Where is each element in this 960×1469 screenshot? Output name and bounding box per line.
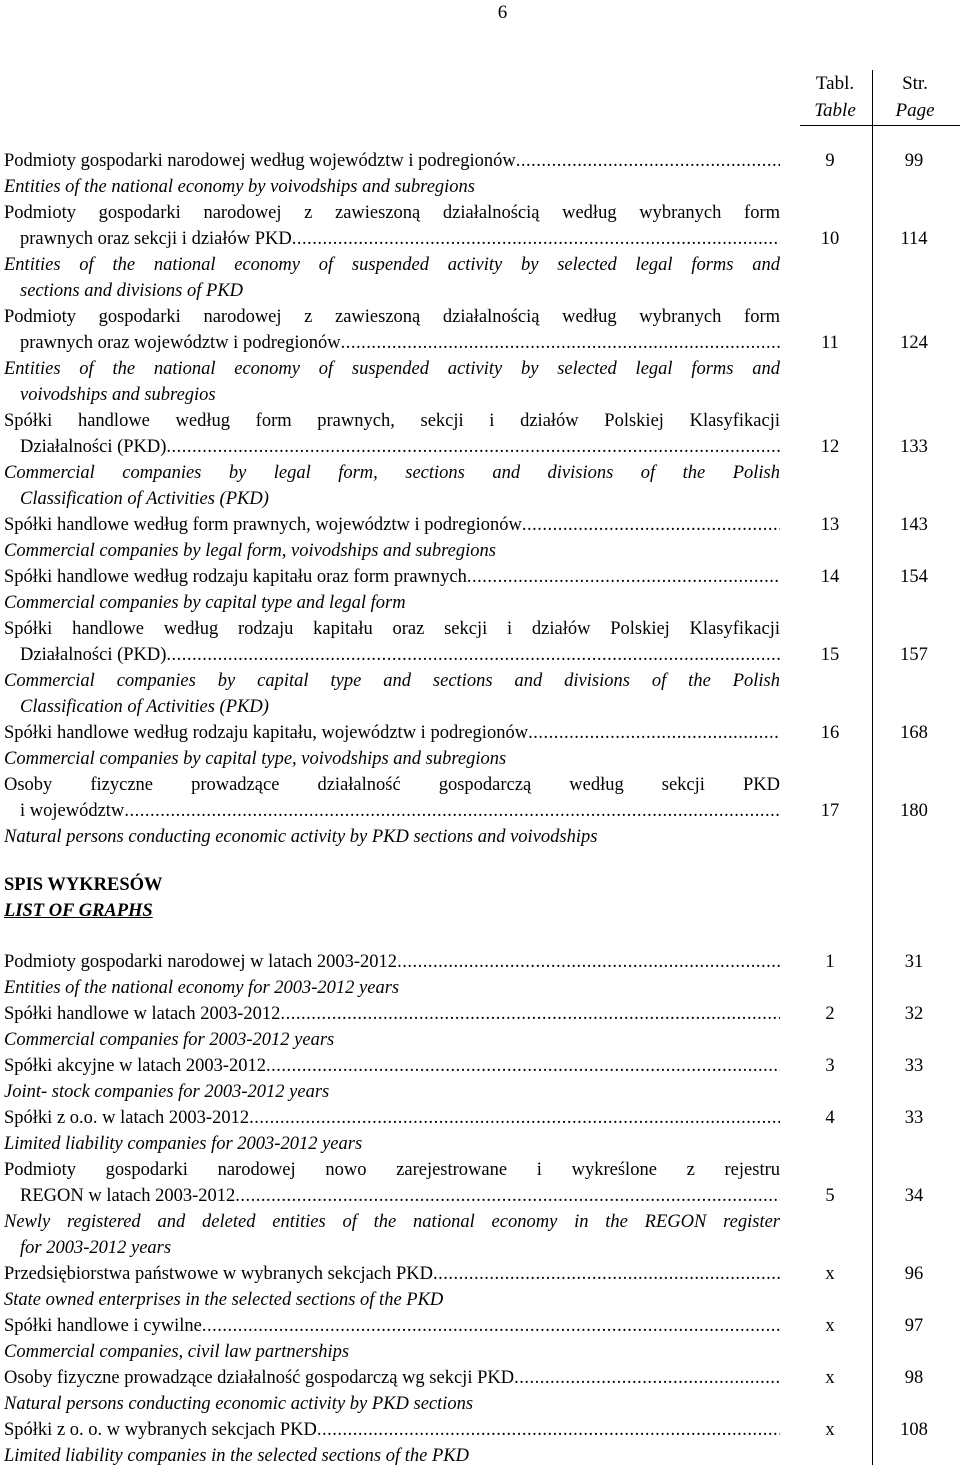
- entry-title-en: for 2003-2012 years: [20, 1238, 172, 1258]
- entry-title-text: Przedsiębiorstwa państwowe w wybranych sekcjach PKD: [4, 1264, 433, 1284]
- entry-title-pl: [4, 1053, 924, 1079]
- list-item[interactable]: [4, 1001, 959, 1053]
- entry-page: 114: [900, 229, 928, 249]
- graphs-heading-en: LIST OF GRAPHS: [4, 901, 153, 921]
- entry-title-en: Classification of Activities (PKD): [20, 697, 269, 717]
- dot-leader: [266, 1053, 780, 1079]
- tables-list: [4, 148, 959, 850]
- entry-title-pl: [4, 226, 928, 252]
- entry-title-en: Entities of the national economy of suspended activity by selected legal forms and: [4, 359, 780, 379]
- entry-title-en: Entities of the national economy by voivodships and subregions: [4, 177, 476, 197]
- entry-title-pl: [4, 148, 924, 174]
- entry-title-en: Joint- stock companies for 2003-2012 years: [4, 1082, 330, 1102]
- entry-title-text: Spółki z o.o. w latach 2003-2012: [4, 1108, 250, 1128]
- entry-page: 98: [904, 1368, 924, 1388]
- entry-number: 15: [820, 645, 840, 665]
- entry-title-en: Limited liability companies in the selected sections of the PKD: [4, 1446, 469, 1466]
- entry-page: 97: [904, 1316, 924, 1336]
- dot-leader: [166, 434, 780, 460]
- list-item[interactable]: [4, 1157, 959, 1261]
- dot-leader: [124, 798, 780, 824]
- entry-title-en: Commercial companies by legal form, voivodships and subregions: [4, 541, 496, 561]
- entry-title-pl: [4, 434, 928, 460]
- entry-number: 3: [825, 1056, 835, 1076]
- entry-title-text: Spółki z o. o. w wybranych sekcjach PKD: [4, 1420, 317, 1440]
- entry-number: 4: [825, 1108, 835, 1128]
- entry-number: 14: [820, 567, 840, 587]
- dot-leader: [341, 330, 780, 356]
- dot-leader: [235, 1183, 780, 1209]
- entry-title-text: Działalności (PKD): [20, 645, 167, 665]
- list-item[interactable]: [4, 1105, 959, 1157]
- dot-leader: [528, 720, 780, 746]
- entry-number: 1: [825, 952, 835, 972]
- list-item[interactable]: [4, 949, 959, 1001]
- entry-number: 12: [820, 437, 840, 457]
- list-item[interactable]: [4, 1417, 959, 1469]
- entry-title-pl: Osoby fizyczne prowadzące działalność gospodarczą według sekcji PKD: [4, 775, 780, 795]
- entry-title-text: prawnych oraz sekcji i działów PKD: [20, 229, 292, 249]
- entry-page: 168: [900, 723, 928, 743]
- entry-title-pl: Spółki handlowe według rodzaju kapitału oraz sekcji i działów Polskiej Klasyfikacji: [4, 619, 780, 639]
- list-item[interactable]: [4, 772, 959, 850]
- entry-number: 2: [825, 1004, 835, 1024]
- entry-title-en: Commercial companies by capital type and sections and divisions of the Polish: [4, 671, 780, 691]
- entry-number: x: [825, 1316, 835, 1336]
- entry-page: 33: [904, 1108, 924, 1128]
- entry-title-en: Commercial companies by capital type, voivodships and subregions: [4, 749, 507, 769]
- graphs-heading-pl: SPIS WYKRESÓW: [4, 875, 163, 895]
- entry-page: 154: [900, 567, 928, 587]
- entry-title-pl: Podmioty gospodarki narodowej nowo zarejestrowane i wykreślone z rejestru: [4, 1160, 780, 1180]
- page-header-en: Page: [895, 100, 935, 121]
- entry-title-en: State owned enterprises in the selected sections of the PKD: [4, 1290, 444, 1310]
- entry-title-pl: [4, 720, 928, 746]
- entry-number: x: [825, 1368, 835, 1388]
- table-header-pl: Tabl.: [815, 73, 855, 94]
- entry-number: 17: [820, 801, 840, 821]
- entry-title-pl: [4, 564, 928, 590]
- entry-number: 10: [820, 229, 840, 249]
- entry-title-pl: [4, 1183, 924, 1209]
- entry-title-pl: [4, 642, 928, 668]
- entry-title-pl: [4, 1261, 924, 1287]
- entry-title-pl: Spółki handlowe według form prawnych, sekcji i działów Polskiej Klasyfikacji: [4, 411, 780, 431]
- dot-leader: [467, 564, 780, 590]
- list-item[interactable]: [4, 408, 959, 512]
- list-item[interactable]: [4, 564, 959, 616]
- list-item[interactable]: [4, 512, 959, 564]
- entry-title-en: Limited liability companies for 2003-2012 years: [4, 1134, 363, 1154]
- entry-title-text: Spółki handlowe według form prawnych, województw i podregionów: [4, 515, 522, 535]
- entry-title-en: Commercial companies by legal form, sections and divisions of the Polish: [4, 463, 780, 483]
- entry-page: 31: [904, 952, 924, 972]
- column-header: [800, 70, 960, 126]
- entry-title-pl: [4, 1001, 924, 1027]
- entry-title-pl: [4, 330, 928, 356]
- entry-title-text: Spółki handlowe według rodzaju kapitału oraz form prawnych: [4, 567, 467, 587]
- entry-title-en: Natural persons conducting economic activity by PKD sections: [4, 1394, 474, 1414]
- list-item[interactable]: [4, 304, 959, 408]
- dot-leader: [514, 1365, 780, 1391]
- entry-title-en: Entities of the national economy for 2003-2012 years: [4, 978, 400, 998]
- entry-number: x: [825, 1420, 835, 1440]
- entry-title-en: Commercial companies by capital type and legal form: [4, 593, 406, 613]
- dot-leader: [516, 148, 780, 174]
- entry-title-text: Spółki handlowe według rodzaju kapitału, województw i podregionów: [4, 723, 529, 743]
- entry-page: 180: [900, 801, 928, 821]
- entry-title-text: REGON w latach 2003-2012: [20, 1186, 236, 1206]
- entry-number: 13: [820, 515, 840, 535]
- entry-title-text: Spółki handlowe i cywilne: [4, 1316, 202, 1336]
- page-header-pl: Str.: [902, 73, 928, 94]
- entry-title-text: prawnych oraz województw i podregionów: [20, 333, 341, 353]
- dot-leader: [317, 1417, 780, 1443]
- entry-title-pl: [4, 1313, 924, 1339]
- entry-title-pl: Podmioty gospodarki narodowej z zawieszoną działalnością według wybranych form: [4, 307, 780, 327]
- list-item[interactable]: [4, 200, 959, 304]
- entry-title-en: Natural persons conducting economic activity by PKD sections and voivodships: [4, 827, 598, 847]
- entry-title-pl: [4, 1105, 924, 1131]
- dot-leader: [397, 949, 780, 975]
- list-item[interactable]: [4, 616, 959, 720]
- dot-leader: [522, 512, 780, 538]
- entry-page: 32: [904, 1004, 924, 1024]
- entry-page: 34: [904, 1186, 924, 1206]
- entry-title-pl: [4, 1417, 928, 1443]
- graphs-list: [4, 949, 959, 1469]
- list-item[interactable]: [4, 720, 959, 772]
- list-item[interactable]: [4, 1053, 959, 1105]
- entry-title-text: Podmioty gospodarki narodowej w latach 2003-2012: [4, 952, 398, 972]
- entry-title-en: voivodships and subregios: [20, 385, 216, 405]
- table-header-en: Table: [814, 100, 856, 121]
- entry-number: 11: [821, 333, 839, 353]
- entry-title-text: Spółki handlowe w latach 2003-2012: [4, 1004, 281, 1024]
- entry-title-text: Spółki akcyjne w latach 2003-2012: [4, 1056, 267, 1076]
- entry-page: 143: [900, 515, 928, 535]
- graphs-heading: [4, 872, 163, 924]
- dot-leader: [433, 1261, 780, 1287]
- entry-number: x: [825, 1264, 835, 1284]
- entry-page: 124: [900, 333, 928, 353]
- entry-title-pl: [4, 949, 924, 975]
- entry-title-en: Classification of Activities (PKD): [20, 489, 269, 509]
- entry-title-pl: [4, 512, 928, 538]
- entry-title-text: Działalności (PKD): [20, 437, 167, 457]
- entry-title-en: Newly registered and deleted entities of the national economy in the REGON register: [4, 1212, 780, 1232]
- entry-page: 96: [904, 1264, 924, 1284]
- list-item[interactable]: [4, 1261, 959, 1313]
- list-item[interactable]: [4, 148, 959, 200]
- entry-title-text: Osoby fizyczne prowadzące działalność gospodarczą wg sekcji PKD: [4, 1368, 515, 1388]
- dot-leader: [292, 226, 780, 252]
- page-number: 6: [497, 2, 508, 23]
- entry-number: 5: [825, 1186, 835, 1206]
- list-item[interactable]: [4, 1365, 959, 1417]
- entry-title-text: Podmioty gospodarki narodowej według województw i podregionów: [4, 151, 516, 171]
- entry-title-en: sections and divisions of PKD: [20, 281, 244, 301]
- entry-page: 99: [904, 151, 924, 171]
- dot-leader: [166, 642, 780, 668]
- entry-title-pl: [4, 798, 928, 824]
- entry-title-en: Entities of the national economy of suspended activity by selected legal forms and: [4, 255, 780, 275]
- dot-leader: [249, 1105, 780, 1131]
- list-item[interactable]: [4, 1313, 959, 1365]
- entry-number: 16: [820, 723, 840, 743]
- entry-page: 33: [904, 1056, 924, 1076]
- entry-page: 133: [900, 437, 928, 457]
- entry-number: 9: [825, 151, 835, 171]
- entry-title-pl: Podmioty gospodarki narodowej z zawieszoną działalnością według wybranych form: [4, 203, 780, 223]
- entry-title-en: Commercial companies, civil law partnerships: [4, 1342, 350, 1362]
- entry-title-pl: [4, 1365, 924, 1391]
- entry-title-en: Commercial companies for 2003-2012 years: [4, 1030, 335, 1050]
- entry-page: 157: [900, 645, 928, 665]
- entry-title-text: i województw: [20, 801, 125, 821]
- dot-leader: [280, 1001, 780, 1027]
- dot-leader: [202, 1313, 780, 1339]
- entry-page: 108: [900, 1420, 928, 1440]
